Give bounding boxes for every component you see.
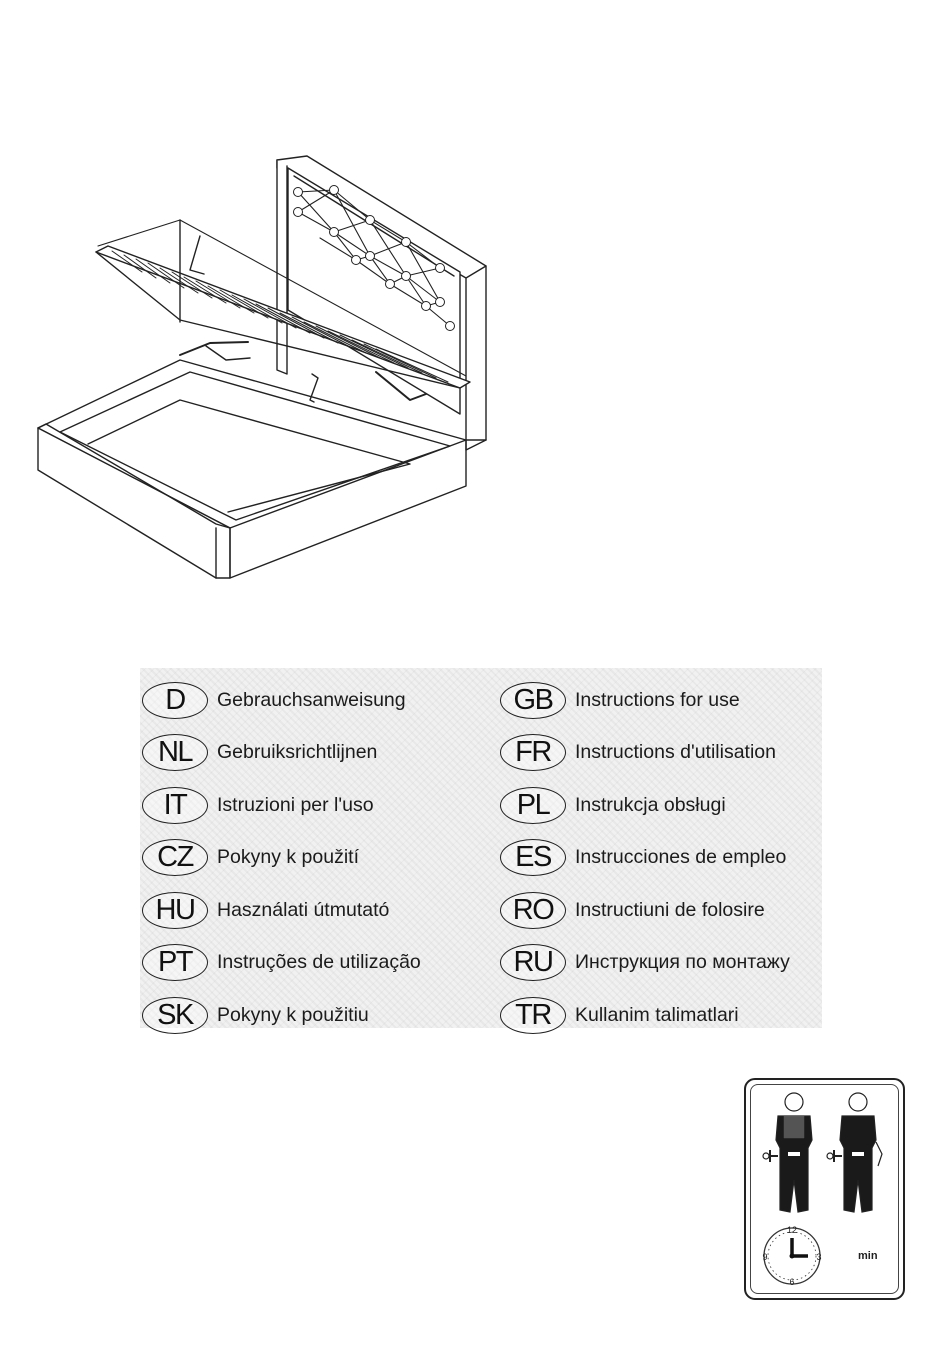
language-label: Instructions for use: [575, 688, 740, 711]
language-code-badge: D: [142, 682, 208, 719]
language-label: Инструкция по монтажу: [575, 951, 790, 974]
assembly-info-box: [744, 1078, 905, 1300]
language-code-badge: NL: [142, 734, 208, 771]
language-row-pl: [500, 779, 790, 832]
language-label: Kullanim talimatlari: [575, 1003, 739, 1026]
language-row-sk: [142, 989, 421, 1042]
language-code-badge: ES: [500, 839, 566, 876]
language-row-ru: [500, 937, 790, 990]
language-label: Istruzioni per l'uso: [217, 793, 374, 816]
language-code-badge: PT: [142, 944, 208, 981]
language-row-it: [142, 779, 421, 832]
language-label: Használati útmutató: [217, 898, 390, 921]
language-label: Pokyny k použití: [217, 846, 359, 869]
clock-icon: [764, 1228, 820, 1284]
language-row-cz: [142, 832, 421, 885]
language-row-ro: [500, 884, 790, 937]
language-code-badge: SK: [142, 997, 208, 1034]
language-label: Gebruiksrichtlijnen: [217, 741, 378, 764]
language-label: Instrukcja obsługi: [575, 793, 726, 816]
language-code-badge: IT: [142, 787, 208, 824]
language-row-pt: [142, 937, 421, 990]
language-list: [140, 668, 822, 1031]
language-label: Instructiuni de folosire: [575, 898, 765, 921]
worker-icon: [763, 1093, 812, 1212]
clock-number-9: 9: [762, 1252, 768, 1262]
language-row-fr: [500, 727, 790, 780]
language-row-tr: [500, 989, 790, 1042]
language-label: Instrucciones de empleo: [575, 846, 787, 869]
language-row-hu: [142, 884, 421, 937]
language-code-badge: CZ: [142, 839, 208, 876]
language-row-es: [500, 832, 790, 885]
language-label: Gebrauchsanweisung: [217, 688, 406, 711]
language-label: Pokyny k použitiu: [217, 1003, 369, 1026]
language-row-d: [142, 674, 421, 727]
language-code-badge: RU: [500, 944, 566, 981]
language-column-left: [142, 674, 421, 1042]
language-code-badge: RO: [500, 892, 566, 929]
language-code-badge: PL: [500, 787, 566, 824]
clock-number-12: 12: [786, 1225, 798, 1235]
language-row-nl: [142, 727, 421, 780]
language-label: Instructions d'utilisation: [575, 741, 776, 764]
clock-number-3: 3: [816, 1252, 822, 1262]
language-code-badge: GB: [500, 682, 566, 719]
language-column-right: [500, 674, 790, 1042]
language-code-badge: FR: [500, 734, 566, 771]
clock-number-6: 6: [789, 1277, 795, 1287]
language-code-badge: HU: [142, 892, 208, 929]
worker-icon: [827, 1093, 882, 1212]
language-label: Instruções de utilização: [217, 951, 421, 974]
bed-illustration: [30, 150, 500, 590]
time-unit-label: min: [858, 1250, 878, 1262]
language-row-gb: [500, 674, 790, 727]
language-code-badge: TR: [500, 997, 566, 1034]
two-workers-icon: [746, 1080, 907, 1302]
